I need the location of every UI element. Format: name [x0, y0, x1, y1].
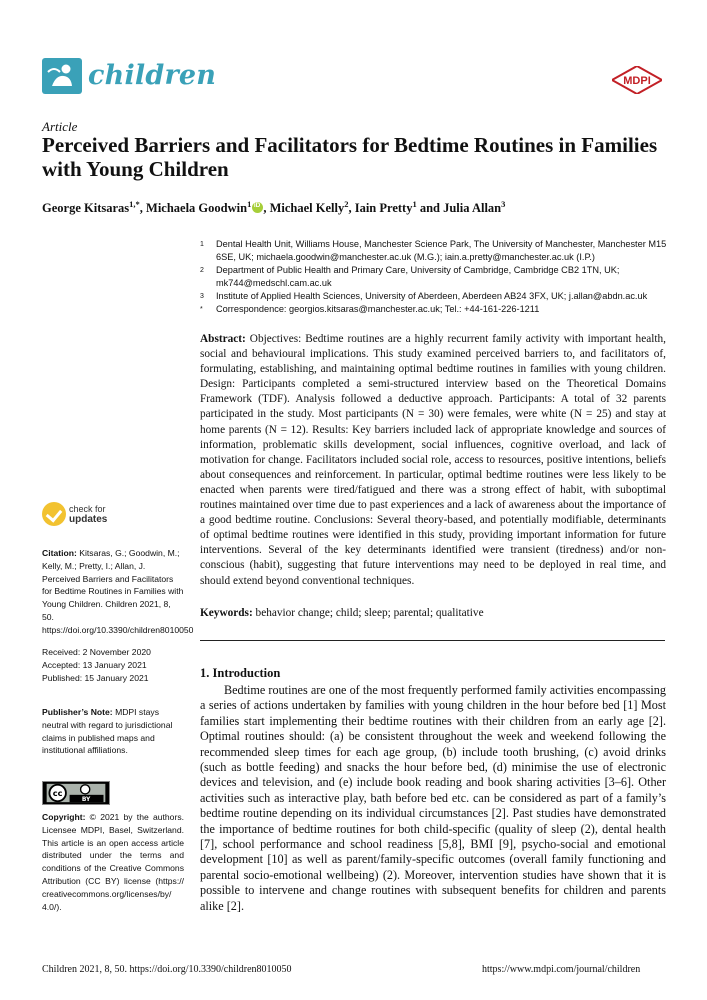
- section-divider: [200, 640, 665, 641]
- mdpi-logo[interactable]: [612, 66, 662, 94]
- author-affiliation-sup: 1: [412, 199, 417, 209]
- article-type: Article: [42, 119, 78, 134]
- publishers-note-text: MDPI stays neutral with regard to jurisdictional claims in published maps and institutional affiliations.: [42, 707, 173, 756]
- accepted-date: Accepted: 13 January 2021: [42, 659, 147, 670]
- citation-block: [42, 547, 194, 637]
- affiliation-number: *: [200, 306, 203, 313]
- check-for-updates-button[interactable]: [42, 502, 142, 532]
- author-affiliation-sup: 1: [247, 199, 252, 209]
- affiliation-number: 1: [200, 241, 204, 248]
- publishers-note: [42, 706, 184, 757]
- citation-text: Kitsaras, G.; Goodwin, M.; Kelly, M.; Pretty, I.; Allan, J. Perceived Barriers and Facilitators for Bedtime Routines in Families with Young Children. Children 2021, 8, 50. https://doi.org/10.3390/children8010050: [42, 548, 194, 635]
- affiliation-number: 2: [200, 267, 204, 274]
- keywords-text: behavior change; child; sleep; parental; qualitative: [255, 607, 484, 619]
- author-name[interactable]: Iain Pretty: [354, 201, 413, 216]
- copyright-block: [42, 811, 184, 913]
- keywords: [200, 607, 666, 619]
- introduction-paragraph: Bedtime routines are one of the most frequently performed family activities encompassing a series of actions undertaken by families with young children in the hour before bed [1] Most families start implementing their bedtime routines with their children from an early age [2]. Optimal routines should: (a) be consistent throughout the week and weekend following the recommended sleep times for each age group, (b) include tooth brushing, (c) avoid drinks (such as bottle feeding) and snacks the hour before bed, (d) minimise the use of electronic devices and television, and (e) include book reading and book sharing activities [3–6]. Other activities such as interactive play, bath before bed etc. can be considered as part of a family’s bedtime routine depending on its individual circumstances [2]. Past studies have demonstrated the importance of bedtime routines for both child-specific (quality of sleep (2), dental health [7], school performance and school readiness [5,8], BMI [9], psycho-social and emotional development [10] as well as parent/family-specific outcomes (overall family functioning and parental socio-emotional wellbeing) (2). Moreover, intervention studies have shown that it is possible to intervene and change routines with subsequent benefits for children and parents alike [2].: [200, 683, 666, 913]
- abstract: [200, 332, 666, 589]
- article-title: Perceived Barriers and Facilitators for Bedtime Routines in Families with Young Children: [42, 133, 658, 181]
- affiliation-text: Department of Public Health and Primary Care, University of Cambridge, Cambridge CB2 1TN, UK; mk744@medschl.cam.ac.uk: [216, 265, 620, 289]
- mdpi-logo-text: MDPI: [623, 75, 651, 87]
- author-affiliation-sup: 2: [344, 199, 349, 209]
- correspondence-item: [200, 303, 675, 316]
- footer-journal-url[interactable]: https://www.mdpi.com/journal/children: [482, 964, 641, 975]
- received-date: Received: 2 November 2020: [42, 647, 151, 657]
- author-affiliation-sup: 3: [501, 199, 506, 209]
- journal-name: children: [88, 60, 217, 91]
- check-updates-label: check for updates: [69, 504, 108, 525]
- affiliation-item: [200, 290, 675, 303]
- author-name[interactable]: Michael Kelly: [269, 201, 345, 216]
- affiliation-text: Dental Health Unit, Williams House, Manchester Science Park, The University of Manchester, Manchester M15 6SE, UK; michaela.goodwin@manchester.ac.uk (M.G.); iain.a.pretty@manchester.ac.uk (I.P.): [216, 239, 667, 263]
- svg-text:cc: cc: [52, 788, 63, 799]
- section-heading-introduction: 1. Introduction: [200, 666, 281, 680]
- published-date: Published: 15 January 2021: [42, 672, 149, 683]
- author-name[interactable]: Michaela Goodwin: [146, 201, 248, 216]
- affiliation-item: [200, 238, 675, 264]
- orcid-icon[interactable]: [252, 202, 263, 213]
- affiliation-item: [200, 264, 675, 290]
- svg-text:BY: BY: [81, 795, 91, 803]
- check-updates-icon: [42, 502, 66, 526]
- abstract-label: Abstract:: [200, 333, 246, 345]
- footer-citation[interactable]: Children 2021, 8, 50. https://doi.org/10.3390/children8010050: [42, 964, 292, 975]
- publication-dates: [42, 646, 184, 684]
- correspondence-text: Correspondence: georgios.kitsaras@manchester.ac.uk; Tel.: +44-161-226-1211: [216, 304, 540, 314]
- affiliation-number: 3: [200, 293, 204, 300]
- author-name[interactable]: Julia Allan: [443, 201, 502, 216]
- copyright-label: Copyright:: [42, 812, 86, 822]
- author-affiliation-sup: 1,*: [129, 199, 140, 209]
- abstract-text: Objectives: Bedtime routines are a highly recurrent family activity with important health, social and behavioural implications. This study examined perceived barriers to, and facilitators of, formulating, establishing, and maintaining optimal bedtime routines in families with young children. Design: Participants completed a semi-structured interview based on the Theoretical Domains Framework (TDF). Analysis followed a deductive approach. Participants: A total of 32 parents participated in the study. Most participants (N = 30) were females, were white (N = 25) and stay at home parents (N = 12). Results: Key barriers included lack of appropriate knowledge and sources of information, problematic skills development, social influences, cognitive overload, and lack of motivation for change. Facilitators included social role, access to resources, positive intentions, beliefs about consequences and reinforcement. In particular, optimal bedtime routines were less likely to be enacted when parents were tired/fatigued and there was a strong effect of habit, with suboptimal routines maintained over time due to past experiences and a lack of awareness about the importance of a good bedtime routine. Conclusions: Several theory-based, and potentially modifiable, determinants of optimal bedtime routines were identified in this study, providing important information for future interventions. Several of the key determinants identified were transient (tiredness) and/or non-conscious (habit), suggesting that future interventions may need to be deployed in real time, and should extend beyond conventional techniques.: [200, 333, 666, 587]
- publishers-note-label: Publisher’s Note:: [42, 707, 113, 717]
- journal-logo-icon: [42, 58, 82, 94]
- citation-label: Citation:: [42, 548, 77, 558]
- affiliation-text: Institute of Applied Health Sciences, University of Aberdeen, Aberdeen AB24 3FX, UK; j.allan@abdn.ac.uk: [216, 291, 648, 301]
- author-name[interactable]: George Kitsaras: [42, 201, 130, 216]
- author-list: George Kitsaras$^{1,*}$, Michaela Goodwin$^1$iD , Michael Kelly$^2$, Iain Pretty$^1$ and Julia Allan$^3$: [42, 199, 505, 216]
- keywords-label: Keywords:: [200, 607, 253, 619]
- cc-by-license-icon[interactable]: [42, 781, 110, 805]
- copyright-text: © 2021 by the authors. Licensee MDPI, Basel, Switzerland. This article is an open access article distributed under the terms and conditions of the Creative Commons Attribution (CC BY) license (https:// creativecommons.org/licenses/by/ 4.0/).: [42, 812, 185, 912]
